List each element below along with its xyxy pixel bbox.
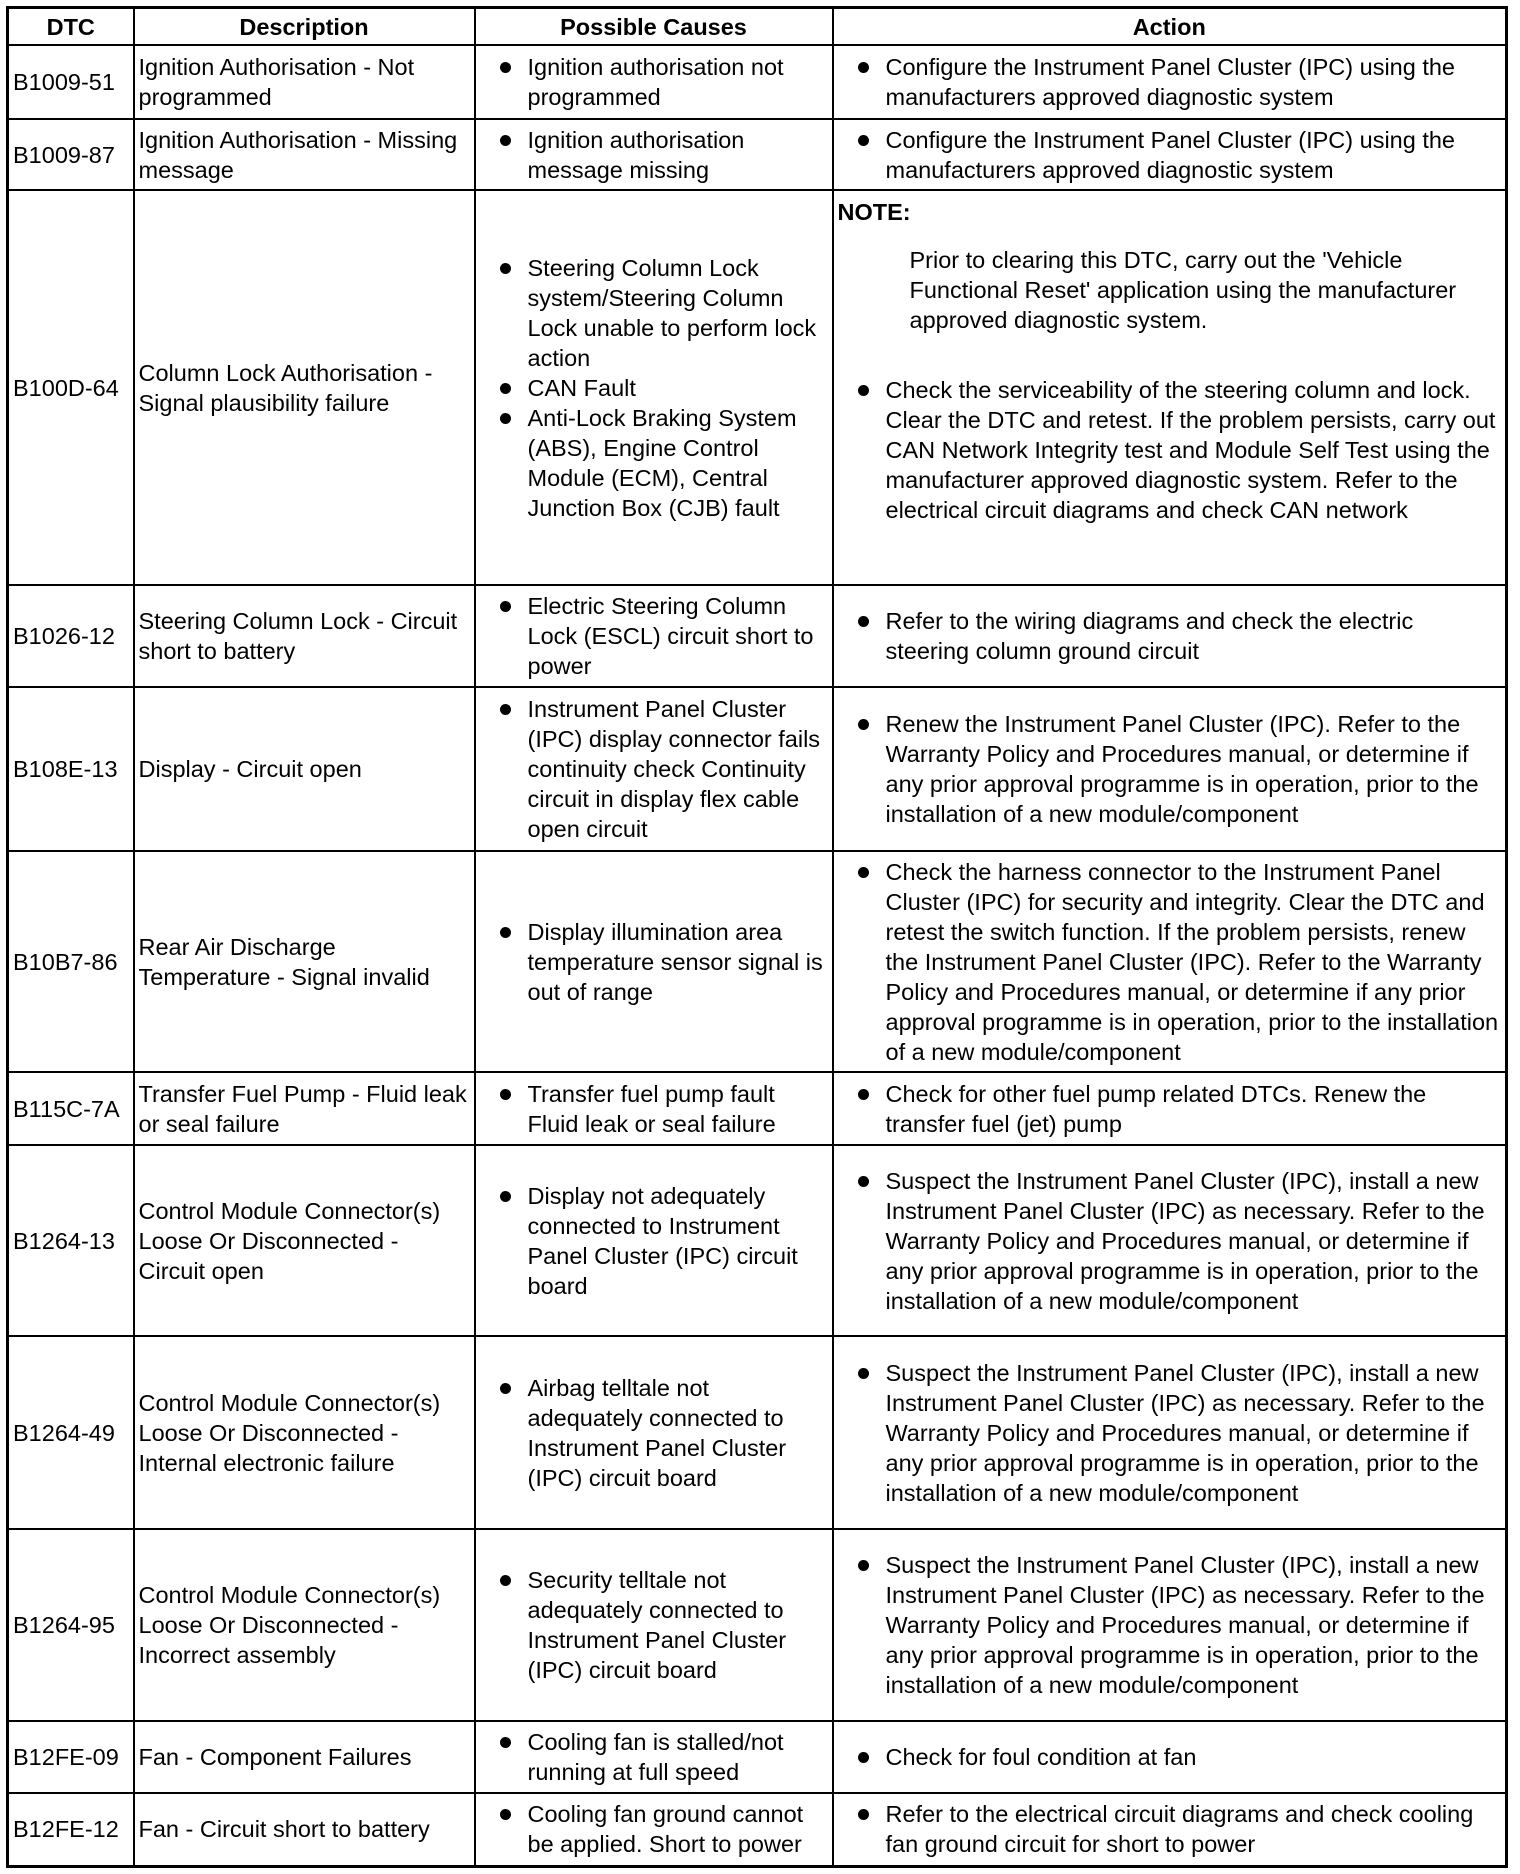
- action-item: [838, 375, 1502, 525]
- dtc-code: B10B7-86: [8, 851, 134, 1072]
- bullet-icon: [500, 1737, 511, 1748]
- cause-text: Steering Column Lock system/Steering Column Lock unable to perform lock action: [527, 254, 817, 371]
- action-item: [838, 52, 1502, 112]
- possible-causes: [475, 1721, 833, 1793]
- cause-item: [480, 1799, 828, 1859]
- bullet-icon: [500, 1191, 511, 1202]
- cause-list: [480, 1181, 828, 1301]
- table-row: [8, 45, 1507, 119]
- action-item: [838, 1742, 1502, 1772]
- action-text: Check the serviceability of the steering column and lock. Clear the DTC and retest. If the problem persists, carry out CAN Network Integrity test and Module Self Test using the manufacturer approved diagnostic system. Refer to the electrical circuit diagrams and check CAN network: [885, 377, 1496, 523]
- cause-text: Transfer fuel pump fault Fluid leak or seal failure: [527, 1080, 776, 1137]
- possible-causes: [475, 45, 833, 119]
- action-text: Configure the Instrument Panel Cluster (IPC) using the manufacturers approved diagnostic system: [885, 54, 1455, 110]
- possible-causes: [475, 1529, 833, 1721]
- header-action: Action: [833, 8, 1507, 46]
- cause-item: [480, 125, 828, 185]
- bullet-icon: [500, 383, 511, 394]
- action-text: Refer to the wiring diagrams and check the electric steering column ground circuit: [885, 608, 1414, 664]
- bullet-icon: [500, 1575, 511, 1586]
- action-text: Suspect the Instrument Panel Cluster (IPC), install a new Instrument Panel Cluster (IPC) as necessary. Refer to the Warranty Policy and Procedures manual, or determine if any prior approval programme is in operation, prior to the installation of a new module/component: [885, 1552, 1485, 1698]
- action-list: [838, 1166, 1502, 1316]
- table-row: [8, 119, 1507, 190]
- cause-item: [480, 1373, 828, 1493]
- bullet-icon: [858, 135, 869, 146]
- cause-item: [480, 591, 828, 681]
- action: [833, 687, 1507, 851]
- action-list: [838, 1550, 1502, 1700]
- possible-causes: [475, 851, 833, 1072]
- action-item: [838, 857, 1502, 1067]
- action-item: [838, 606, 1502, 666]
- bullet-icon: [500, 135, 511, 146]
- dtc-code: B12FE-12: [8, 1793, 134, 1866]
- action-list: [838, 606, 1502, 666]
- action: [833, 585, 1507, 687]
- action-item: [838, 1550, 1502, 1700]
- dtc-code: B1264-13: [8, 1145, 134, 1336]
- action-item: [838, 1166, 1502, 1316]
- table-row: [8, 1072, 1507, 1145]
- table-row: [8, 585, 1507, 687]
- note-text: Prior to clearing this DTC, carry out the 'Vehicle Functional Reset' application using the manufacturer approved diagnostic system.: [909, 247, 1457, 333]
- cause-item: [480, 253, 828, 373]
- dtc-code: B1009-51: [8, 45, 134, 119]
- bullet-icon: [858, 62, 869, 73]
- dtc-description: Fan - Component Failures: [134, 1721, 475, 1793]
- bullet-icon: [500, 704, 511, 715]
- action: [833, 1336, 1507, 1529]
- dtc-code: B1264-49: [8, 1336, 134, 1529]
- bullet-icon: [858, 1368, 869, 1379]
- table-row: [8, 1145, 1507, 1336]
- action-list: [838, 375, 1502, 525]
- dtc-table: [6, 6, 1508, 1868]
- bullet-icon: [500, 927, 511, 938]
- dtc-code: B12FE-09: [8, 1721, 134, 1793]
- bullet-icon: [858, 1752, 869, 1763]
- table-row: [8, 1529, 1507, 1721]
- cause-text: Electric Steering Column Lock (ESCL) circuit short to power: [527, 593, 814, 679]
- bullet-icon: [858, 1176, 869, 1187]
- dtc-description: Fan - Circuit short to battery: [134, 1793, 475, 1866]
- cause-list: [480, 1565, 828, 1685]
- cause-list: [480, 1727, 828, 1787]
- cause-item: [480, 917, 828, 1007]
- dtc-description: Column Lock Authorisation - Signal plausibility failure: [134, 190, 475, 585]
- action: [833, 851, 1507, 1072]
- dtc-code: B100D-64: [8, 190, 134, 585]
- dtc-description: Ignition Authorisation - Missing message: [134, 119, 475, 190]
- cause-text: Ignition authorisation message missing: [527, 126, 745, 183]
- action-list: [838, 1742, 1502, 1772]
- table-row: [8, 190, 1507, 585]
- possible-causes: [475, 1145, 833, 1336]
- action-text: Suspect the Instrument Panel Cluster (IPC), install a new Instrument Panel Cluster (IPC) as necessary. Refer to the Warranty Policy and Procedures manual, or determine if any prior approval programme is in operation, prior to the installation of a new module/component: [885, 1167, 1485, 1314]
- dtc-description: Ignition Authorisation - Not programmed: [134, 45, 475, 119]
- action: [833, 1721, 1507, 1793]
- bullet-icon: [500, 601, 511, 612]
- cause-list: [480, 253, 828, 523]
- bullet-icon: [858, 385, 869, 396]
- action-list: [838, 857, 1502, 1067]
- dtc-description: Rear Air Discharge Temperature - Signal invalid: [134, 851, 475, 1072]
- bullet-icon: [858, 616, 869, 627]
- action: [833, 190, 1507, 585]
- cause-item: [480, 1727, 828, 1787]
- action-text: Refer to the electrical circuit diagrams and check cooling fan ground circuit for short to power: [885, 1801, 1474, 1858]
- action-list: [838, 1799, 1502, 1859]
- possible-causes: [475, 1336, 833, 1529]
- header-description: Description: [134, 8, 475, 46]
- cause-item: [480, 694, 828, 844]
- cause-list: [480, 1079, 828, 1139]
- cause-text: Anti-Lock Braking System (ABS), Engine Control Module (ECM), Central Junction Box (CJB) fault: [527, 404, 797, 521]
- cause-item: [480, 1565, 828, 1685]
- note-label: NOTE:: [837, 199, 911, 225]
- cause-item: [480, 1181, 828, 1301]
- cause-list: [480, 1373, 828, 1493]
- table-row: [8, 851, 1507, 1072]
- table-row: [8, 1336, 1507, 1529]
- possible-causes: [475, 119, 833, 190]
- cause-list: [480, 591, 828, 681]
- possible-causes: [475, 1072, 833, 1145]
- action-item: [838, 1799, 1502, 1859]
- cause-item: [480, 403, 828, 523]
- action-list: [838, 1358, 1502, 1508]
- dtc-code: B1026-12: [8, 585, 134, 687]
- header-possible-causes: Possible Causes: [475, 8, 833, 46]
- table-row: [8, 1793, 1507, 1866]
- bullet-icon: [500, 1089, 511, 1100]
- action-text: Check the harness connector to the Instrument Panel Cluster (IPC) for security and integrity. Clear the DTC and retest the switch function. If the problem persists, renew the Instrument Panel Cluster (IPC). Refer to the Warranty Policy and Procedures manual, or determine if any prior approval programme is in operation, prior to the installation of a new module/component: [885, 858, 1499, 1065]
- action-item: [838, 125, 1502, 185]
- cause-list: [480, 125, 828, 185]
- cause-text: CAN Fault: [527, 374, 636, 401]
- action: [833, 1793, 1507, 1866]
- bullet-icon: [858, 1809, 869, 1820]
- cause-item: [480, 373, 828, 403]
- cause-text: Security telltale not adequately connected to Instrument Panel Cluster (IPC) circuit board: [527, 1567, 787, 1683]
- possible-causes: [475, 1793, 833, 1866]
- bullet-icon: [500, 413, 511, 424]
- bullet-icon: [500, 1383, 511, 1394]
- dtc-code: B1264-95: [8, 1529, 134, 1721]
- cause-list: [480, 1799, 828, 1859]
- action-list: [838, 125, 1502, 185]
- table-row: [8, 687, 1507, 851]
- action-text: Configure the Instrument Panel Cluster (IPC) using the manufacturers approved diagnostic system: [885, 126, 1455, 183]
- bullet-icon: [500, 1809, 511, 1820]
- bullet-icon: [858, 719, 869, 730]
- action-text: Suspect the Instrument Panel Cluster (IPC), install a new Instrument Panel Cluster (IPC) as necessary. Refer to the Warranty Policy and Procedures manual, or determine if any prior approval programme is in operation, prior to the installation of a new module/component: [885, 1359, 1485, 1506]
- table-row: [8, 1721, 1507, 1793]
- dtc-description: Display - Circuit open: [134, 687, 475, 851]
- action-item: [838, 1358, 1502, 1508]
- action-item: [838, 709, 1502, 829]
- cause-list: [480, 694, 828, 844]
- cause-text: Instrument Panel Cluster (IPC) display connector fails continuity check Continuity circuit in display flex cable open circuit: [527, 696, 821, 842]
- cause-item: [480, 52, 828, 112]
- possible-causes: [475, 687, 833, 851]
- bullet-icon: [500, 62, 511, 73]
- cause-text: Airbag telltale not adequately connected to Instrument Panel Cluster (IPC) circuit board: [527, 1374, 787, 1491]
- dtc-description: Steering Column Lock - Circuit short to battery: [134, 585, 475, 687]
- cause-list: [480, 917, 828, 1007]
- action-list: [838, 52, 1502, 112]
- action-text: Check for foul condition at fan: [885, 1744, 1197, 1770]
- action: [833, 1529, 1507, 1721]
- action: [833, 119, 1507, 190]
- dtc-description: Control Module Connector(s) Loose Or Disconnected - Circuit open: [134, 1145, 475, 1336]
- action-item: [838, 1079, 1502, 1139]
- dtc-code: B108E-13: [8, 687, 134, 851]
- possible-causes: [475, 190, 833, 585]
- action: [833, 1072, 1507, 1145]
- cause-text: Display illumination area temperature sensor signal is out of range: [527, 918, 823, 1005]
- action: [833, 1145, 1507, 1336]
- bullet-icon: [858, 867, 869, 878]
- action-list: [838, 709, 1502, 829]
- possible-causes: [475, 585, 833, 687]
- bullet-icon: [858, 1560, 869, 1571]
- cause-text: Display not adequately connected to Instrument Panel Cluster (IPC) circuit board: [527, 1182, 798, 1299]
- cause-item: [480, 1079, 828, 1139]
- action: [833, 45, 1507, 119]
- action-text: Renew the Instrument Panel Cluster (IPC). Refer to the Warranty Policy and Procedures manual, or determine if any prior approval programme is in operation, prior to the installation of a new module/component: [885, 711, 1479, 827]
- cause-text: Cooling fan is stalled/not running at full speed: [527, 1729, 784, 1785]
- header-dtc: DTC: [8, 8, 134, 46]
- bullet-icon: [858, 1089, 869, 1100]
- bullet-icon: [500, 263, 511, 274]
- cause-text: Cooling fan ground cannot be applied. Short to power: [527, 1801, 804, 1858]
- cause-text: Ignition authorisation not programmed: [527, 54, 784, 110]
- header-row: [8, 8, 1507, 46]
- dtc-code: B1009-87: [8, 119, 134, 190]
- action-text: Check for other fuel pump related DTCs. Renew the transfer fuel (jet) pump: [885, 1080, 1427, 1137]
- dtc-description: Control Module Connector(s) Loose Or Disconnected - Incorrect assembly: [134, 1529, 475, 1721]
- dtc-code: B115C-7A: [8, 1072, 134, 1145]
- dtc-description: Control Module Connector(s) Loose Or Disconnected - Internal electronic failure: [134, 1336, 475, 1529]
- action-list: [838, 1079, 1502, 1139]
- cause-list: [480, 52, 828, 112]
- dtc-description: Transfer Fuel Pump - Fluid leak or seal failure: [134, 1072, 475, 1145]
